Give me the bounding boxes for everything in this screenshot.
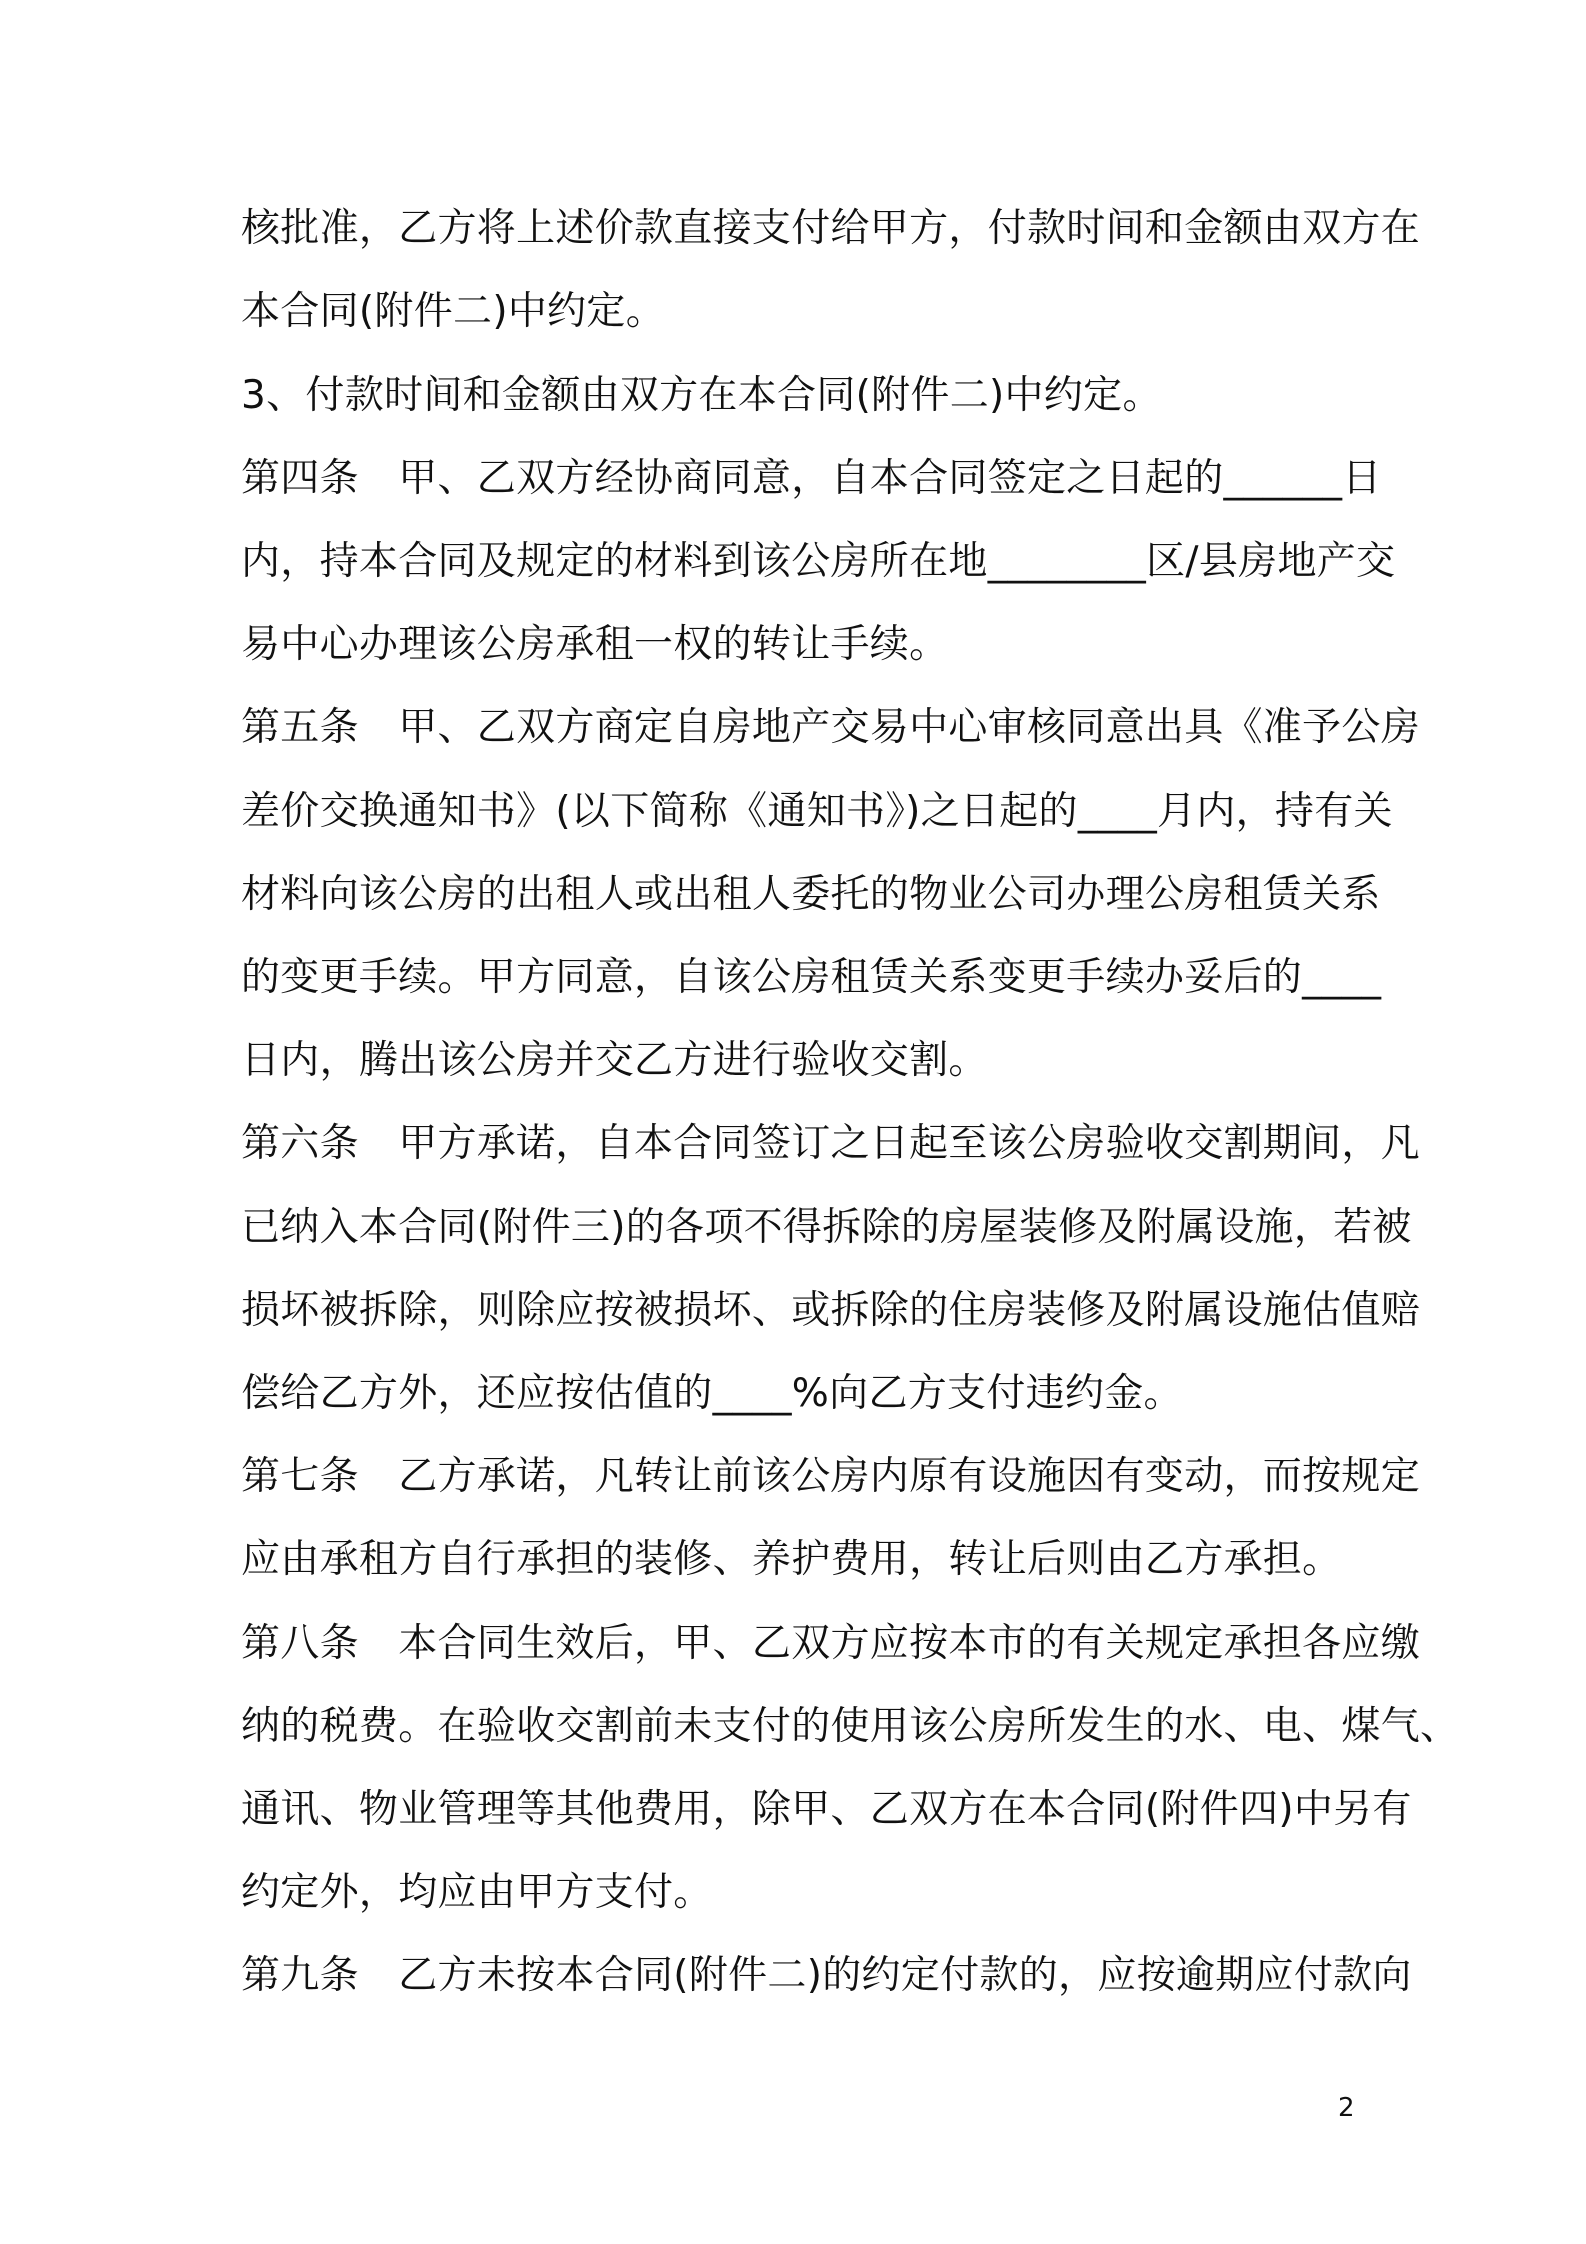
page-number: 2 (1338, 2093, 1355, 2123)
text-line: 第八条 本合同生效后，甲、乙双方应按本市的有关规定承担各应缴 (241, 1621, 1421, 1666)
text-line: 的变更手续。甲方同意，自该公房租赁关系变更手续办妥后的____ (241, 955, 1382, 1000)
text-line: 第四条 甲、乙双方经协商同意，自本合同签定之日起的______日 (241, 456, 1382, 501)
text-line: 内，持本合同及规定的材料到该公房所在地________区/县房地产交 (241, 539, 1396, 584)
text-line: 通讯、物业管理等其他费用，除甲、乙双方在本合同(附件四)中另有 (241, 1787, 1412, 1832)
text-line: 第七条 乙方承诺，凡转让前该公房内原有设施因有变动，而按规定 (241, 1454, 1421, 1499)
text-line: 易中心办理该公房承租一权的转让手续。 (241, 622, 949, 667)
text-line: 约定外，均应由甲方支付。 (241, 1870, 713, 1915)
text-line: 3、付款时间和金额由双方在本合同(附件二)中约定。 (241, 373, 1162, 418)
text-line: 已纳入本合同(附件三)的各项不得拆除的房屋装修及附属设施，若被 (241, 1205, 1412, 1250)
text-line: 核批准，乙方将上述价款直接支付给甲方，付款时间和金额由双方在 (241, 206, 1421, 251)
text-line: 损坏被拆除，则除应按被损坏、或拆除的住房装修及附属设施估值赔 (241, 1288, 1421, 1333)
text-line: 日内，腾出该公房并交乙方进行验收交割。 (241, 1038, 988, 1083)
text-line: 第六条 甲方承诺，自本合同签订之日起至该公房验收交割期间，凡 (241, 1121, 1421, 1166)
text-line: 纳的税费。在验收交割前未支付的使用该公房所发生的水、电、煤气、 (241, 1704, 1460, 1749)
text-line: 偿给乙方外，还应按估值的____%向乙方支付违约金。 (241, 1371, 1183, 1416)
text-line: 本合同(附件二)中约定。 (241, 289, 666, 334)
text-line: 第五条 甲、乙双方商定自房地产交易中心审核同意出具《准予公房 (241, 705, 1421, 750)
text-line: 第九条 乙方未按本合同(附件二)的约定付款的，应按逾期应付款向 (241, 1953, 1412, 1998)
text-line: 应由承租方自行承担的装修、养护费用，转让后则由乙方承担。 (241, 1537, 1342, 1582)
text-line: 材料向该公房的出租人或出租人委托的物业公司办理公房租赁关系 (241, 872, 1381, 917)
text-line: 差价交换通知书》(以下简称《通知书》)之日起的____月内，持有关 (241, 789, 1393, 834)
